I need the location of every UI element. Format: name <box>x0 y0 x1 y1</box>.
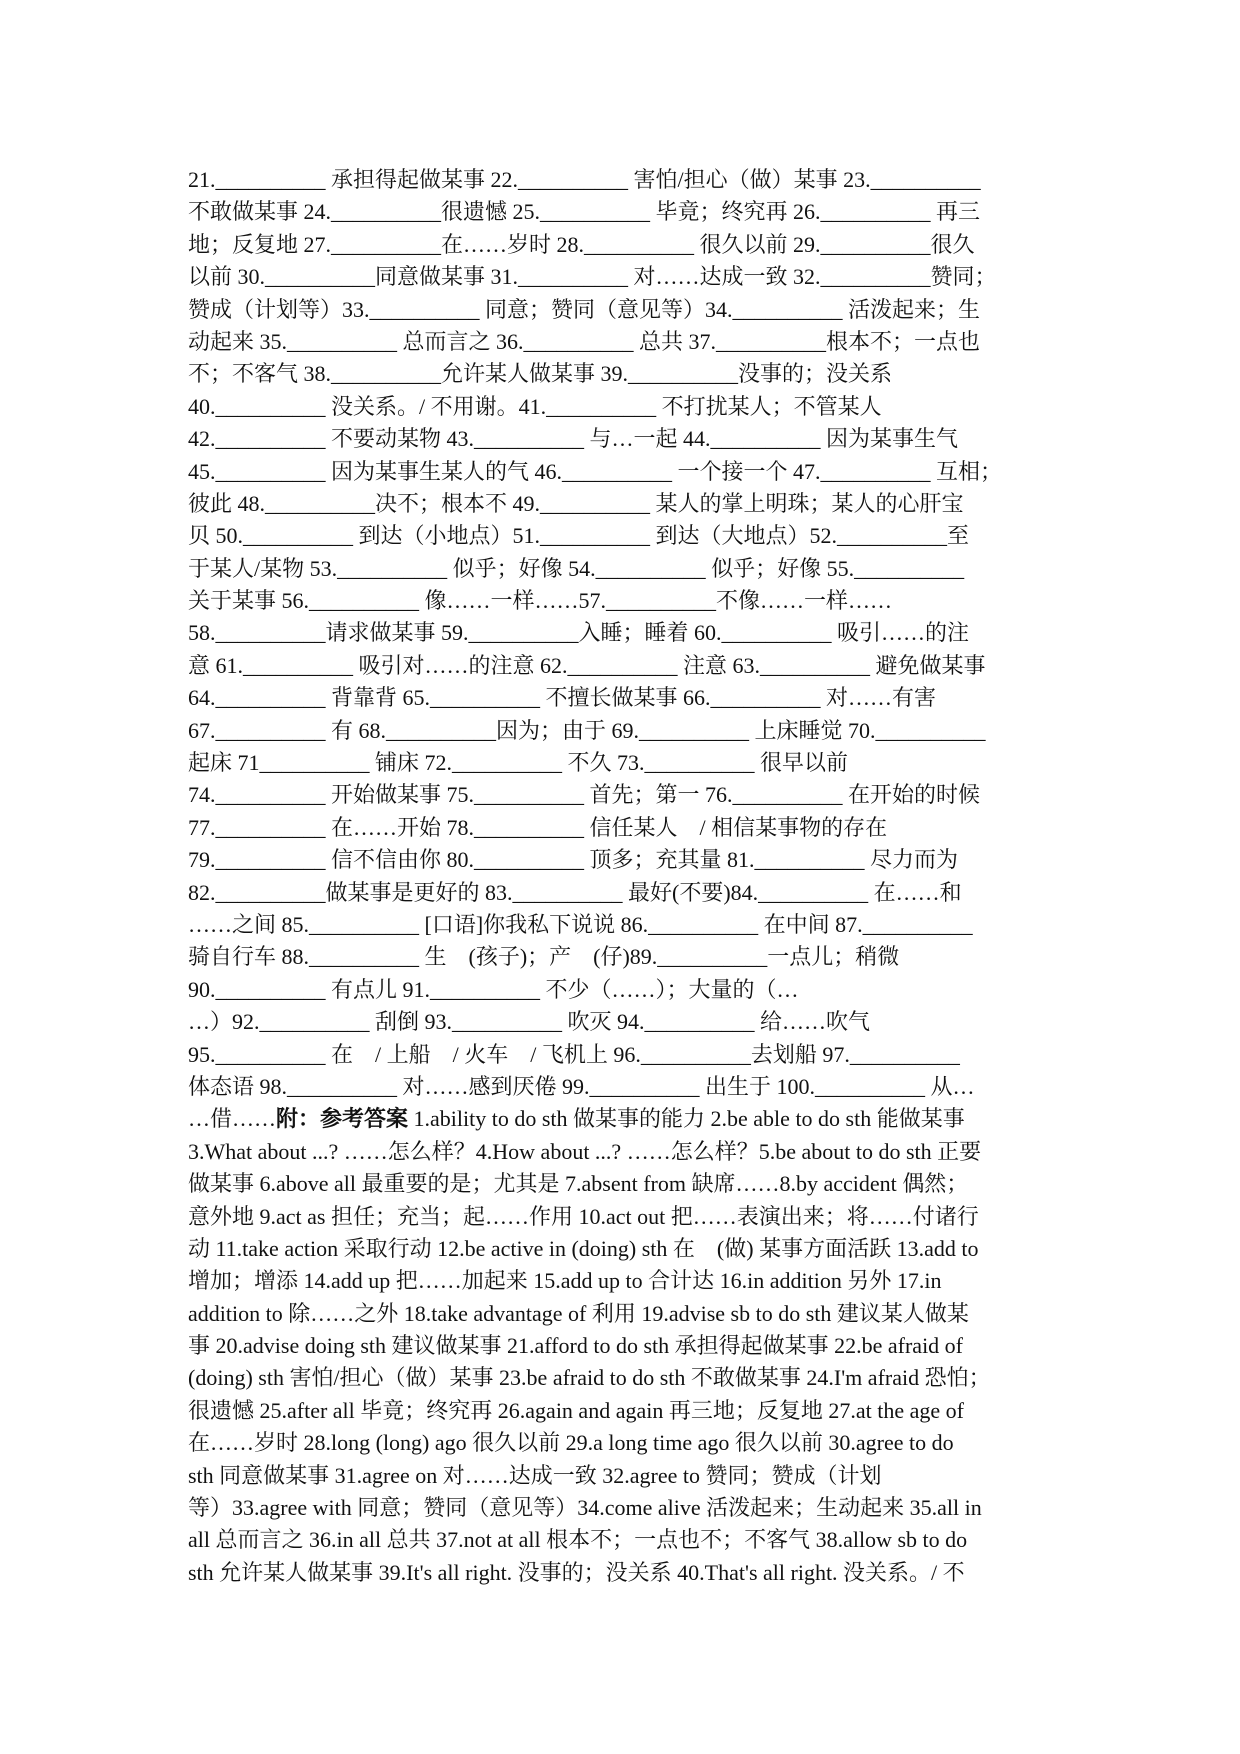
text-line: 体态语 98.__________ 对……感到厌倦 99.__________ 出生于 100.__________ 从… <box>188 1073 975 1099</box>
text-line: all 总而言之 36.in all 总共 37.not at all 根本不；一点也不；不客气 38.allow sb to do <box>188 1527 968 1553</box>
answer-line-lead: …借…… <box>188 1106 277 1132</box>
text-line: 彼此 48.__________决不；根本不 49.__________ 某人的掌上明珠；某人的心肝宝 <box>188 490 964 516</box>
text-line: addition to 除……之外 18.take advantage of 利用 19.advise sb to do sth 建议某人做某 <box>188 1300 969 1326</box>
text-line: sth 允许某人做某事 39.It's all right. 没事的；没关系 40.That's all right. 没关系。/ 不 <box>188 1559 965 1585</box>
text-line: sth 同意做某事 31.agree on 对……达成一致 32.agree to 赞同；赞成（计划 <box>188 1462 882 1488</box>
text-line: 90.__________ 有点儿 91.__________ 不少（……）；大量的（… <box>188 976 799 1002</box>
text-line: 地；反复地 27.__________在……岁时 28.__________ 很久以前 29.__________很久 <box>188 231 975 257</box>
text-line: 以前 30.__________同意做某事 31.__________ 对……达成一致 32.__________赞同； <box>188 264 997 290</box>
text-line: 77.__________ 在……开始 78.__________ 信任某人 / 相信某事物的存在 <box>188 814 888 840</box>
text-line: 79.__________ 信不信由你 80.__________ 顶多；充其量 81.__________ 尽力而为 <box>188 847 959 873</box>
text-line: 45.__________ 因为某事生某人的气 46.__________ 一个接一个 47.__________ 互相； <box>188 458 1003 484</box>
text-line: ……之间 85.__________ [口语]你我私下说说 86.__________ 在中间 87.__________ <box>188 911 973 937</box>
text-line: 等）33.agree with 同意；赞同（意见等）34.come alive 活泼起来；生动起来 35.all in <box>188 1495 982 1521</box>
text-line: 58.__________请求做某事 59.__________入睡；睡着 60.__________ 吸引……的注 <box>188 620 970 646</box>
text-line: …）92.__________ 刮倒 93.__________ 吹灭 94.__________ 给……吹气 <box>188 1009 871 1035</box>
text-line: 95.__________ 在 / 上船 / 火车 / 飞机上 96.__________去划船 97.__________ <box>188 1041 960 1067</box>
text-line: 贝 50.__________ 到达（小地点）51.__________ 到达（大地点）52.__________至 <box>188 523 970 549</box>
text-line: 意 61.__________ 吸引对……的注意 62.__________ 注意 63.__________ 避免做某事 <box>188 652 986 678</box>
answer-key-heading: 附：参考答案 <box>276 1106 409 1132</box>
text-line: 42.__________ 不要动某物 43.__________ 与…一起 44.__________ 因为某事生气 <box>188 426 959 452</box>
answer-heading-line <box>188 1103 1058 1135</box>
text-line: 40.__________ 没关系。/ 不用谢。41.__________ 不打扰某人；不管某人 <box>188 393 882 419</box>
text-line: 在……岁时 28.long (long) ago 很久以前 29.a long time ago 很久以前 30.agree to do <box>188 1430 954 1456</box>
text-line: 67.__________ 有 68.__________因为；由于 69.__________ 上床睡觉 70.__________ <box>188 717 986 743</box>
text-line: 动 11.take action 采取行动 12.be active in (doing) sth 在 (做) 某事方面活跃 13.add to <box>188 1235 979 1261</box>
text-line: 不敢做某事 24.__________很遗憾 25.__________ 毕竟；终究再 26.__________ 再三 <box>188 199 981 225</box>
text-line: 起床 71__________ 铺床 72.__________ 不久 73.__________ 很早以前 <box>188 750 849 776</box>
text-line: 做某事 6.above all 最重要的是；尤其是 7.absent from 缺席……8.by accident 偶然； <box>188 1171 969 1197</box>
text-line: 21.__________ 承担得起做某事 22.__________ 害怕/担心（做）某事 23.__________ <box>188 167 981 192</box>
text-line: 74.__________ 开始做某事 75.__________ 首先；第一 76.__________ 在开始的时候 <box>188 782 981 808</box>
text-line: 赞成（计划等）33.__________ 同意；赞同（意见等）34.__________ 活泼起来；生 <box>188 296 981 322</box>
text-line: 事 20.advise doing sth 建议做某事 21.afford to do sth 承担得起做某事 22.be afraid of <box>188 1333 964 1359</box>
text-line: 82.__________做某事是更好的 83.__________ 最好(不要)84.__________ 在……和 <box>188 879 962 905</box>
text-line: 不；不客气 38.__________允许某人做某事 39.__________没事的；没关系 <box>188 361 893 387</box>
text-line: 3.What about ...? ……怎么样？4.How about ...? ……怎么样？5.be about to do sth 正要 <box>188 1138 982 1164</box>
text-line: 关于某事 56.__________ 像……一样……57.__________不像……一样…… <box>188 588 893 614</box>
exercise-text <box>188 164 1058 1622</box>
text-line: 于某人/某物 53.__________ 似乎；好像 54.__________ 似乎；好像 55.__________ <box>188 555 965 581</box>
text-line: 64.__________ 背靠背 65.__________ 不擅长做某事 66.__________ 对……有害 <box>188 685 937 711</box>
text-line: 骑自行车 88.__________ 生 (孩子)；产 (仔)89.__________一点儿；稍微 <box>188 944 900 970</box>
text-line: 增加；增添 14.add up 把……加起来 15.add up to 合计达 16.in addition 另外 17.in <box>188 1268 942 1294</box>
text-line <box>188 1589 1058 1621</box>
text-line: 动起来 35.__________ 总而言之 36.__________ 总共 37.__________根本不；一点也 <box>188 328 981 354</box>
answer-line-rest: 1.ability to do sth 做某事的能力 2.be able to do sth 能做某事 <box>408 1106 965 1132</box>
text-line: 很遗憾 25.after all 毕竟；终究再 26.again and again 再三地；反复地 27.at the age of <box>188 1397 964 1423</box>
text-line: (doing) sth 害怕/担心（做）某事 23.be afraid to do sth 不敢做某事 24.I'm afraid 恐怕； <box>188 1365 991 1391</box>
text-line: 意外地 9.act as 担任；充当；起……作用 10.act out 把……表演出来；将……付诸行 <box>188 1203 979 1229</box>
